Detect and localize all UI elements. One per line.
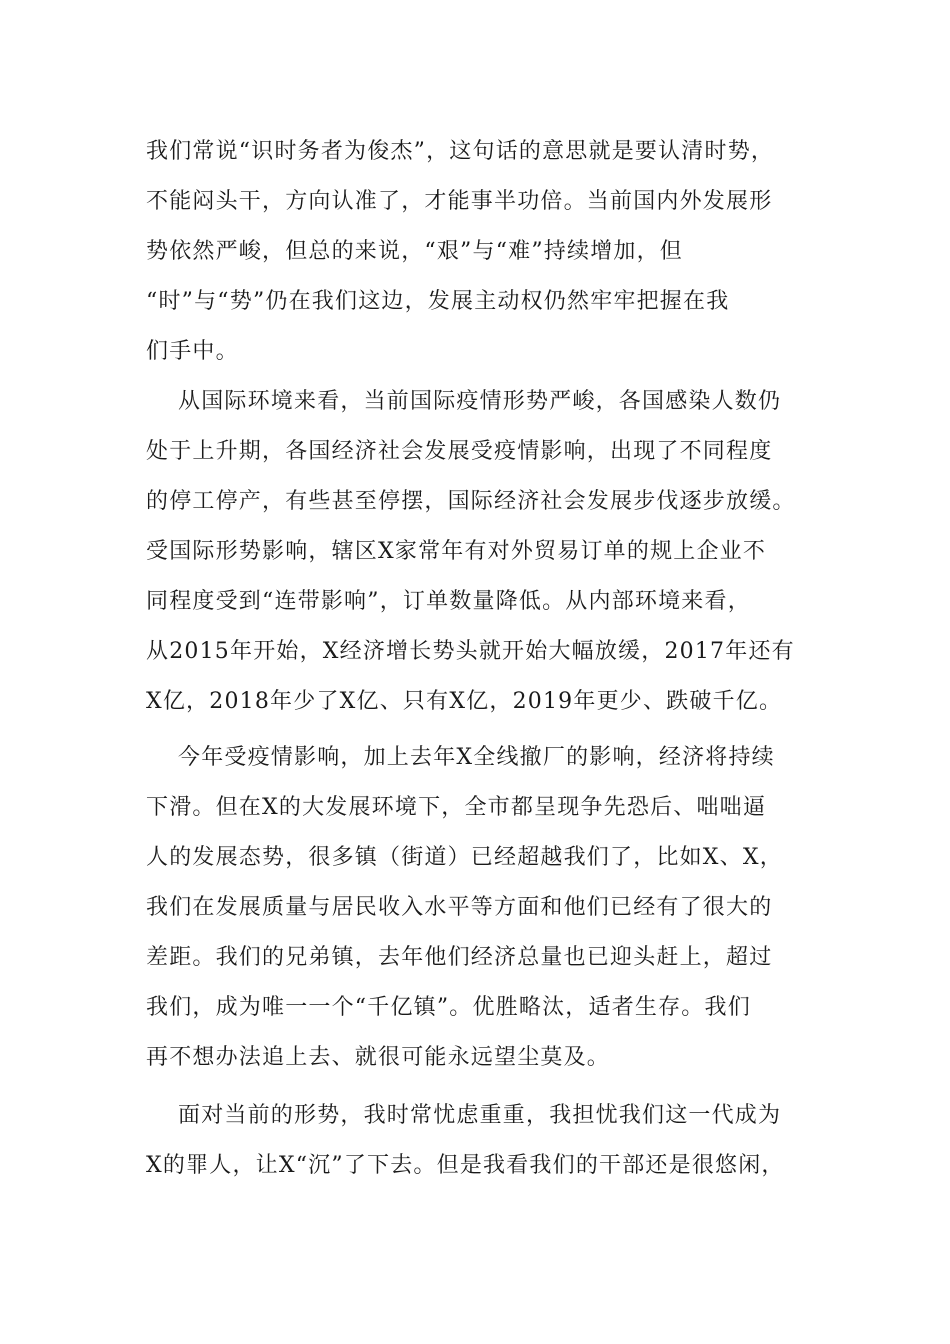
paragraph-3-line-6: 我们，成为唯一一个“千亿镇”。优胜略汰，适者生存。我们 bbox=[146, 995, 751, 1020]
paragraph-2-line-6: 从2015年开始，X经济增长势头就开始大幅放缓，2017年还有 bbox=[146, 639, 795, 664]
paragraph-2-line-7: X亿，2018年少了X亿、只有X亿，2019年更少、跌破千亿。 bbox=[146, 689, 783, 714]
paragraph-2-line-4: 受国际形势影响，辖区X家常年有对外贸易订单的规上企业不 bbox=[146, 539, 767, 564]
paragraph-1-line-2: 不能闷头干，方向认准了，才能事半功倍。当前国内外发展形 bbox=[146, 189, 773, 214]
paragraph-1-line-4: “时”与“势”仍在我们这边，发展主动权仍然牢牢把握在我 bbox=[146, 289, 730, 314]
paragraph-1-line-5: 们手中。 bbox=[146, 339, 239, 364]
paragraph-2-line-2: 处于上升期，各国经济社会发展受疫情影响，出现了不同程度 bbox=[146, 439, 773, 464]
paragraph-3-line-2: 下滑。但在X的大发展环境下，全市都呈现争先恐后、咄咄逼 bbox=[146, 795, 767, 820]
paragraph-1-line-3: 势依然严峻，但总的来说，“艰”与“难”持续增加，但 bbox=[146, 239, 683, 264]
paragraph-3-line-3: 人的发展态势，很多镇（街道）已经超越我们了，比如X、X， bbox=[146, 845, 783, 870]
paragraph-4-line-2: X的罪人，让X“沉”了下去。但是我看我们的干部还是很悠闲， bbox=[146, 1153, 785, 1178]
paragraph-2-line-1: 从国际环境来看，当前国际疫情形势严峻，各国感染人数仍 bbox=[178, 389, 782, 414]
paragraph-1-line-1: 我们常说“识时务者为俊杰”，这句话的意思就是要认清时势， bbox=[146, 139, 775, 164]
paragraph-3-line-4: 我们在发展质量与居民收入水平等方面和他们已经有了很大的 bbox=[146, 895, 773, 920]
paragraph-2-line-3: 的停工停产，有些甚至停摆，国际经济社会发展步伐逐步放缓。 bbox=[146, 489, 796, 514]
paragraph-4-line-1: 面对当前的形势，我时常忧虑重重，我担忧我们这一代成为 bbox=[178, 1103, 782, 1128]
paragraph-2-line-5: 同程度受到“连带影响”，订单数量降低。从内部环境来看， bbox=[146, 589, 751, 614]
paragraph-3-line-1: 今年受疫情影响，加上去年X全线撤厂的影响，经济将持续 bbox=[178, 745, 775, 770]
paragraph-3-line-5: 差距。我们的兄弟镇，去年他们经济总量也已迎头赶上，超过 bbox=[146, 945, 773, 970]
paragraph-3-line-7: 再不想办法追上去、就很可能永远望尘莫及。 bbox=[146, 1045, 611, 1070]
